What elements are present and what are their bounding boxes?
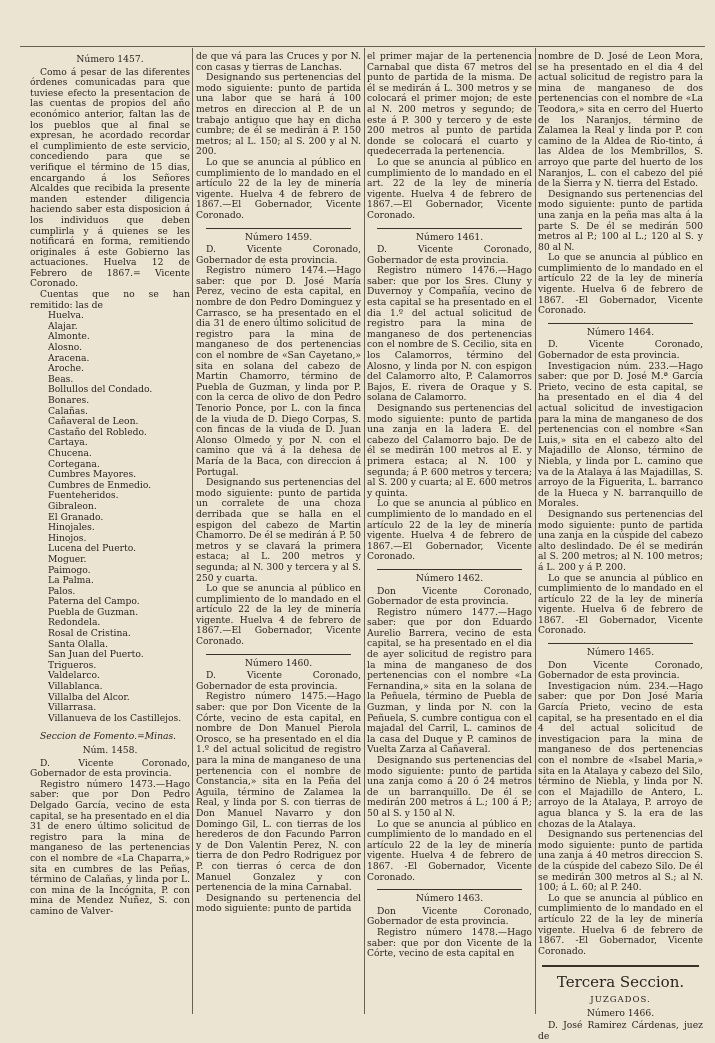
notice-body: de que vá para las Cruces y por N. con casas y tierras de Lanchas. — [196, 51, 361, 73]
notice-body: Lo que se anuncia al público en cumplimiento de lo mandado en el artículo 22 de la ley de minería vigente. Huelva 4 de febrero de 1867.—El Gobernador, Vicente Coronado. — [196, 583, 361, 648]
notice-heading: D. Vicente Coronado, Gobernador de esta provincia. — [196, 670, 361, 692]
column-4 — [538, 51, 703, 1043]
separator — [206, 228, 351, 229]
column-1 — [30, 52, 190, 1016]
separator — [377, 889, 522, 890]
notice-body: Investigacion núm. 233.—Hago saber: que por D. José M.ª García Prieto, vecino de esta capital, se ha presentado en el dia 4 del actual solicitud de investigacion para la mina de manganeso de dos pertenencias con el nombre «San Luis,» sita en el cabezo alto del Majadillo de Alonso, término de Niebla, y linda por L. camino que va de la Atalaya á las Majadillas, S. arroyo de la Figuerita, L. barranco de la Hueca y N. barranquillo de Morales. — [538, 360, 703, 510]
notice-body: nombre de D. José de Leon Mora, se ha presentado en el dia 4 del actual solicitud de registro para la mina de manganeso de dos pertenencias con el nombre de «La Teodora,» sita en cerro del Huerto de los Naranjos, término de Zalamea la Real y linda por P. con camino de la Aldea de Rio-tinto, á las Aldea de los Membrillos, S. arroyo que parte del huerto de los Naranjos, L. con el cabezo del pié de la Sierra y N. tierra del Estado. — [538, 51, 703, 190]
town-item: Calañas. — [48, 405, 88, 417]
notice-body: Lo que se anuncia al público en cumplimiento de lo mandado en el artículo 22 de la ley de minería vigente. Huelva 6 de febrero de 1867. -El Gobernador, Vicente Coronado. — [538, 572, 703, 637]
town-item: Lucena del Puerto. — [48, 543, 137, 555]
notice-body: Designando sus pertenencias del modo siguiente: punto de partida una zanja como á 20 ó 24 metros de un barranquillo. De él se medirán 200 metros á L.; 100 á P.; 50 al S. y 150 al N. — [367, 755, 532, 819]
town-item: Paterna del Campo. — [48, 596, 140, 608]
town-item: Almonte. — [48, 331, 90, 343]
town-item: Rosal de Cristina. — [48, 628, 131, 640]
notice-body: Como á pesar de las diferentes órdenes comunicadas para que tuviese efecto la presentacion de las cuentas de propios del año económico anterior, faltan las de los pueblos que al final se expresan, he acordado recordar el cumplimiento de este servicio, concediendo para que se verifique el término de 15 dias, encargando á los Señores Alcaldes que recibida la presente manden estender diligencia haciendo saber esta disposicion á los individuos que deben cumplirla y á quienes se les notificará en forma, remitiendo originales á este Gobierno las actuaciones. Huelva 12 de Febrero de 1867.= Vicente Coronado. — [30, 66, 190, 290]
town-item: Moguer. — [48, 553, 87, 565]
town-item: Santa Olalla. — [48, 638, 109, 650]
notice-body: Lo que se anuncia al público en cumplimiento de lo mandado en el artículo 22 de la ley de minería vigente. Huelva 4 de febrero de 1867.—El Gobernador, Vicente Coronado. — [196, 156, 361, 221]
notice-body: Lo que se anuncia al público en cumplimiento de lo mandado en el artículo 22 de la ley de minería vigente. Huelva 6 de febrero de 1867. -El Gobernador, Vicente Coronado. — [538, 892, 703, 957]
column-divider — [192, 48, 193, 1014]
town-item: Fuenteheridos. — [48, 490, 119, 502]
town-item: San Juan del Puerto. — [48, 649, 144, 661]
separator — [206, 654, 351, 655]
notice-heading: Don Vicente Coronado, Gobernador de esta provincia. — [538, 659, 703, 682]
notice-heading: D. Vicente Coronado, Gobernador de esta provincia. — [196, 244, 361, 266]
notice-body: Registro número 1474.—Hago saber: que por D. José María Perez, vecino de esta capital, en nombre de don Pedro Dominguez y Carrasco, se ha presentado en el dia 31 de enero último solicitud de registro para la mina de manganeso de dos pertenencias con el nombre de «San Cayetano,» sita en solana del cabezo de Martin Chamorro, término de Puebla de Guzman, y linda por P. con la cerca de olivo de don Pedro Tenorio Ponce, por L. con la finca de la viuda de D. Diego Corpas, S. con fincas de la viuda de D. Juan Alonso Olmedo y por N. con el camino que vá á la dehesa de María de la Baca, con direccion á Portugal. — [196, 265, 361, 478]
notice-heading: Don Vicente Coronado, Gobernador de esta provincia. — [367, 585, 532, 608]
section-line: Seccion de Fomento.=Minas. — [40, 731, 177, 743]
town-item: Aracena. — [48, 352, 90, 364]
town-item: Hinojales. — [48, 522, 95, 534]
notice-body: Registro número 1475.—Hago saber: que por Don Vicente de la Córte, vecino de esta capital, en nombre de Don Manuel Pierola Orosco, se ha presentado en el dia 1.º del actual solicitud de registro para la mina de manganeso de una pertenencia con el nombre de Constancia,» sita en la Peña del Aguila, término de Zalamea la Real, y linda por S. con tierras de Don Manuel Navarro y don Domingo Gil, L. con tierras de los herederos de don Facundo Parron y de Don Valentin Perez, N. con tierra de don Pedro Rodriguez por P. con tierras ó cerca de don Manuel Gonzalez y con pertenencia de la mina Carnabal. — [196, 691, 361, 894]
notice-number: Número 1459. — [244, 231, 313, 243]
notice-number: Número 1461. — [415, 231, 484, 243]
notice-body: Designando sus pertenencias del modo siguiente: punto de partida una zanja á 40 metros direccion S. de la cúspide del cabezo Silo. De él se medirán 300 metros al S.; al N. 100; á L. 60; al P. 240. — [538, 829, 703, 894]
town-item: Redondela. — [48, 617, 101, 629]
town-list — [30, 311, 190, 724]
town-item: Beas. — [48, 373, 74, 385]
column-divider — [364, 48, 365, 1014]
column-2 — [196, 52, 361, 1016]
notice-body: Registro número 1476.—Hago saber: que por los Sres. Cluny y Duvernoy y Compañía, vecino de esta capital se ha presentado en el dia 1.º del actual solicitud de registro para la mina de manganeso de dos pertenencias con el nombre de S. Cecilio, sita en los Calamorros, término del Alosno, y linda por N. con espigon del Calamorro alto, P. Calamorros Bajos, E. rivera de Oraque y S. solana de Calamorro. — [367, 265, 532, 404]
town-item: Cumbres de Enmedio. — [48, 479, 152, 491]
subsection-title: JUZGADOS. — [590, 995, 651, 1006]
town-item: Trigueros. — [48, 659, 97, 671]
section-title: Tercera Seccion. — [556, 973, 685, 992]
notice-body: Lo que se anuncia al público en cumplimiento de lo mandado en el artículo 22 de la ley de minería vigente. Huelva 6 de febrero de 1867. -El Gobernador, Vicente Coronado. — [538, 252, 703, 317]
top-rule — [20, 46, 705, 47]
town-item: Villalba del Alcor. — [48, 691, 130, 703]
notice-body: el primer majar de la pertenencia Carnabal que dista 67 metros del punto de partida de la misma. De él se medirán á L. 300 metros y se colocará el primer mojon; de este al N. 200 metros y segundo; de este á P. 300 y tercero y de este 200 metros al punto de partida donde se colocará el cuarto y quedecerrada la pertenencia. — [367, 51, 532, 158]
notice-heading: D. Vicente Coronado, Gobernador de esta provincia. — [538, 339, 703, 362]
town-item: Villanueva de los Castillejos. — [48, 712, 182, 724]
town-item: Cumbres Mayores. — [48, 469, 137, 481]
notice-body: Designando sus pertenencias del modo siguiente: punto de partida una zanja en la ladera E. del cabezo del Calamorro bajo. De de él se medirán 100 metros al E. y primera estaca; al N. 100 y segunda; á P. 600 metros y tercera; al S. 200 y cuarta; al E. 600 metros y quinta. — [367, 403, 532, 499]
column-3 — [367, 52, 532, 1016]
notice-number: Número 1457. — [76, 54, 144, 65]
notice-number: Número 1462. — [415, 572, 484, 584]
town-item: Valdelarco. — [48, 670, 100, 682]
town-item: Aroche. — [48, 363, 84, 375]
town-item: Huelva. — [48, 310, 84, 322]
town-item: La Palma. — [48, 575, 94, 587]
separator — [548, 643, 693, 644]
town-item: Cortegana. — [48, 458, 100, 470]
town-item: Cañaveral de Leon. — [48, 416, 139, 428]
separator — [377, 569, 522, 570]
town-item: Puebla de Guzman. — [48, 606, 139, 618]
notice-body: Lo que se anuncia al público en cumplimiento de lo mandado en el artículo 22 de la ley de minería vigente. Huelva 4 de febrero de 1867. -El Gobernador, Vicente Coronado. — [367, 818, 532, 883]
notice-body: Registro número 1478.—Hago saber: que por don Vicente de la Córte, vecino de esta capital en — [367, 926, 532, 960]
town-item: Hinojos. — [48, 532, 87, 544]
separator — [377, 228, 522, 229]
notice-body: Designando su pertenencia del modo siguiente: punto de partida — [196, 892, 361, 915]
notice-number: Número 1463. — [415, 893, 484, 905]
notice-body: Lo que se anuncia al público en cumplimiento de lo mandado en el art. 22 de la ley de minería vigente. Huelva 4 de febrero de 1867.—El Gobernador, Vicente Coronado. — [367, 156, 532, 221]
town-item: Gibraleon. — [48, 500, 97, 512]
notice-body: Investigacion núm. 234.—Hago saber: que por Don José María García Prieto, vecino de esta capital, se ha presentado en el dia 4 del actual solicitud de investigacion para la mina de manganeso de dos pertenencias con el nombre de «Isabel Maria,» sita en la Atalaya y cabezo del Silo, término de Niebla, y linda por N. con el Majadillo de Antero, L. arroyo de la Atalaya, P. arroyo de agua blanca y S. la era de las chozas de la Atalaya. — [538, 680, 703, 830]
notice-body: Designando sus pertenencias del modo siguiente: punto de partida una zanja en la peña mas alta á la parte S. De él se medirán 500 metros al P.; 100 al L.; 120 al S. y 80 al N. — [538, 188, 703, 253]
notice-number: Núm. 1458. — [82, 745, 138, 756]
notice-body: Designando sus pertenencias del modo siguiente: punto de partida un corralete de una choza derribada que se halla en el espigon del cabezo de Martin Chamorro. De él se medirán á P. 50 metros y se clavará la primera estaca; al L. 200 metros y segunda; al N. 300 y tercera y al S. 250 y cuarta. — [196, 477, 361, 584]
notice-heading: Don Vicente Coronado, Gobernador de esta provincia. — [367, 905, 532, 928]
column-divider — [535, 48, 536, 1014]
town-item: Alosno. — [48, 342, 83, 354]
town-item: Alajar. — [48, 320, 78, 332]
town-item: El Granado. — [48, 511, 104, 523]
notice-body: Lo que se anuncia al público en cumplimiento de lo mandado en el artículo 22 de la ley de minería vigente. Huelva 4 de febrero de 1867.—El Gobernador, Vicente Coronado. — [367, 498, 532, 563]
notice-number: Número 1464. — [586, 326, 655, 338]
town-item: Villablanca. — [48, 681, 103, 693]
notice-body: Designando sus pertenencias del modo siguiente: punto de partida una zanja en la cúspide del cabezo alto deslindado. De él se medirán al S. 200 metros; al N. 100 metros; á L. 200 y á P. 200. — [538, 508, 703, 573]
notice-body: Registro número 1477.—Hago saber: que por don Eduardo Aurelio Barrera, vecino de esta capital, se ha presentado en el dia de ayer solicitud de registro para la mina de manganeso de dos pertenencias con el nombre «La Fernandina,» sita en la solana de la Peñuela, término de Puebla de Guzman, y linda por N. con la Peñuela, S. cumbre contigua con el majadal del Carril, L. caminos de la casa del Duque y P. caminos de Vuelta Zarza al Cañaveral. — [367, 606, 532, 756]
town-item: Cartaya. — [48, 437, 88, 449]
town-item: Paimogo. — [48, 564, 91, 576]
notice-heading: D. Vicente Coronado, Gobernador de esta provincia. — [367, 244, 532, 266]
notice-number: Número 1465. — [586, 647, 655, 659]
town-item: Villarrasa. — [48, 702, 97, 714]
notice-body: Designando sus pertenencias del modo siguiente: punto de partida una labor que se hará á 100 metros en direccion al P. de un trabajo antiguo que hay en dicha cumbre; de él se medirán á P. 150 metros; al L. 150; al S. 200 y al N. 200. — [196, 72, 361, 158]
town-item: Palos. — [48, 585, 76, 597]
section-rule — [542, 965, 699, 967]
notice-body: Registro número 1473.—Hago saber: que por Don Pedro Delgado García, vecino de esta capital, se ha presentado en el dia 31 de enero último solicitud de registro para la mina de manganeso de las pertenencias con el nombre de «La Chaparra,» sita en cumbres de las Peñas, término de Calañas, y linda por L. con mina de la Incógnita, P. con mina de Mendez Nuñez, S. con camino de Valver- — [30, 778, 190, 917]
separator — [548, 323, 693, 324]
notice-body: D. José Ramirez Cárdenas, juez de — [538, 1020, 703, 1043]
town-item: Chucena. — [48, 447, 92, 459]
town-item: Castaño del Robledo. — [48, 426, 147, 438]
notice-heading: D. Vicente Coronado, Gobernador de esta provincia. — [30, 757, 190, 780]
notice-number: Número 1460. — [244, 657, 313, 669]
town-item: Bonares. — [48, 395, 90, 406]
town-item: Bollullos del Condado. — [48, 384, 153, 396]
notice-number: Número 1466. — [586, 1007, 655, 1019]
notice-body: Cuentas que no se han remitido: las de — [30, 289, 190, 311]
